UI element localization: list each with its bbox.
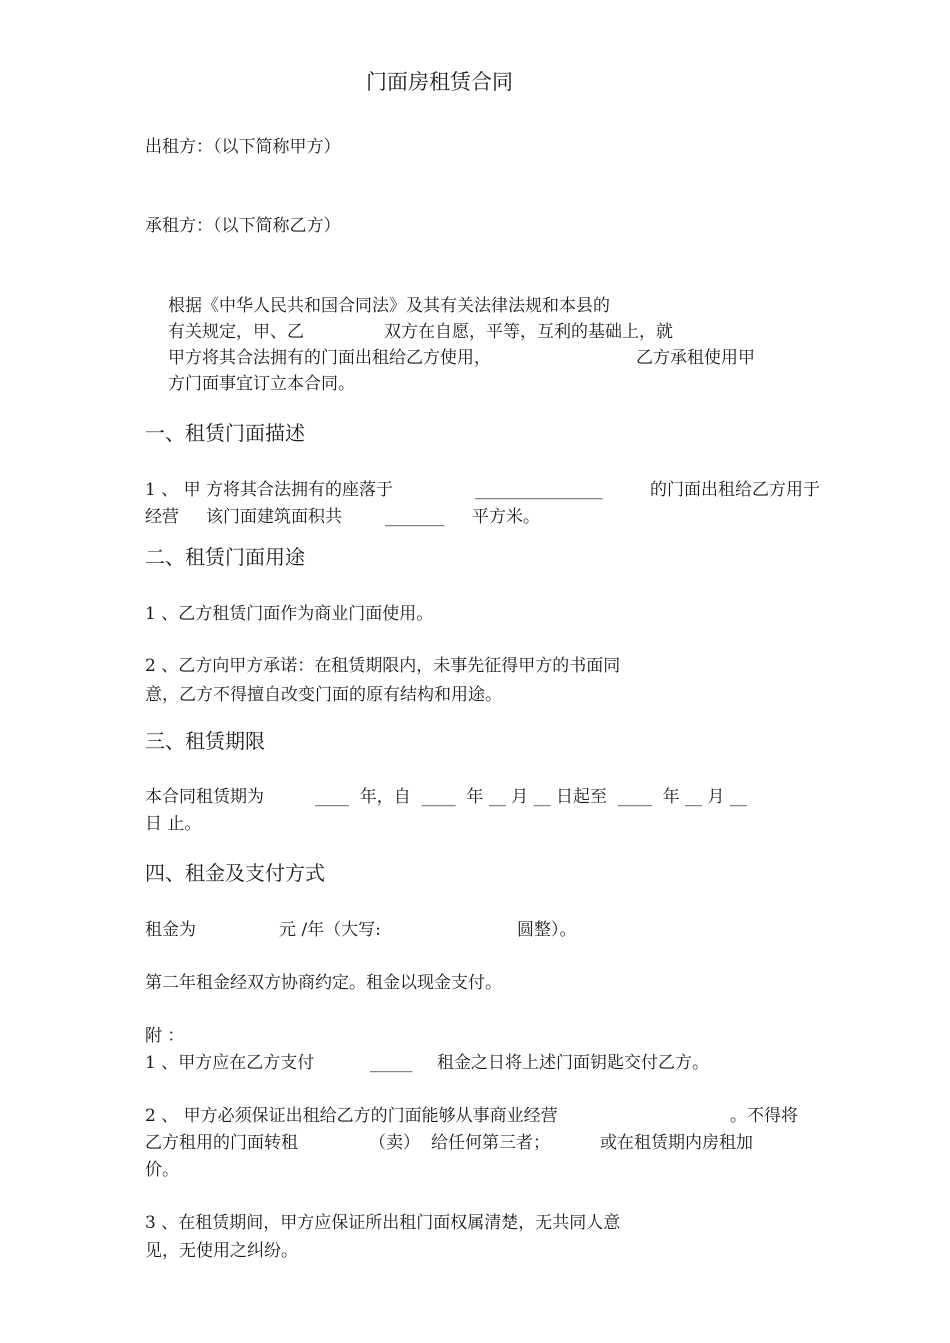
appendix-3-line2: 见，无使用之纠纷。 (145, 1241, 298, 1261)
preamble-line-2b: 双方在自愿，平等，互利的基础上，就 (384, 322, 673, 342)
s1-p1-line2c: 平方米。 (472, 507, 540, 527)
appendix-3-line1: 3 、在租赁期间，甲方应保证所出租门面权属清楚，无共同人意 (145, 1213, 621, 1233)
s2-p2-line2: 意，乙方不得擅自改变门面的原有结构和用途。 (145, 685, 502, 705)
s2-p2-line1: 2 、乙方向甲方承诺：在租赁期限内，未事先征得甲方的书面同 (145, 656, 621, 676)
s1-p1-line1b: 的门面出租给乙方用于 (650, 480, 820, 500)
appendix-label: 附 ： (145, 1026, 185, 1046)
appendix-1c: 租金之日将上述门面钥匙交付乙方。 (437, 1053, 709, 1073)
preamble-line-1: 根据《中华人民共和国合同法》及其有关法律法规和本县的 (168, 296, 610, 316)
s4-rent-a: 租金为 (145, 920, 196, 940)
s4-second-year: 第二年租金经双方协商约定。租金以现金支付。 (145, 973, 502, 993)
contract-title: 门面房租赁合同 (366, 70, 513, 94)
preamble-line-4: 方门面事宜订立本合同。 (168, 374, 355, 394)
preamble-line-3b: 乙方承租使用甲 (636, 348, 755, 368)
s1-area-blank: _______ (385, 507, 445, 527)
section-4-heading: 四、租金及支付方式 (145, 861, 325, 885)
appendix-2-line2d: 或在租赁期内房租加 (600, 1133, 753, 1153)
s3-line2: 日 止。 (145, 814, 202, 834)
preamble-line-2a: 有关规定，甲、乙 (168, 322, 304, 342)
appendix-2-line2c: 给任何第三者； (431, 1133, 550, 1153)
appendix-2-line2b: （卖） (369, 1133, 420, 1153)
appendix-2-line3: 价。 (145, 1160, 179, 1180)
s1-p1-line2a: 经营 (145, 507, 179, 527)
appendix-1a: 1 、甲方应在乙方支付 (145, 1053, 315, 1073)
s1-location-blank: _______________ (475, 480, 603, 500)
lessor-line: 出租方：（以下简称甲方） (145, 137, 341, 157)
section-3-heading: 三、租赁期限 (145, 729, 265, 753)
s4-rent-b: 元 /年（大写: (279, 920, 381, 940)
s1-p1-line2b: 该门面建筑面积共 (206, 507, 342, 527)
section-2-heading: 二、租赁门面用途 (145, 545, 305, 569)
preamble-line-3a: 甲方将其合法拥有的门面出租给乙方使用， (168, 348, 491, 368)
section-1-heading: 一、租赁门面描述 (145, 421, 305, 445)
s2-p1: 1 、乙方租赁门面作为商业门面使用。 (145, 604, 434, 624)
appendix-2-line2a: 乙方租用的门面转租 (145, 1133, 298, 1153)
s3-line1b: ____ 年，自 ____ 年 __ 月 __ 日起至 ____ 年 __ 月 __ (315, 787, 747, 807)
appendix-1-blank: _____ (370, 1053, 413, 1073)
s1-p1-line1a: 1 、 甲 方将其合法拥有的座落于 (145, 480, 394, 500)
lessee-line: 承租方：（以下简称乙方） (145, 216, 341, 236)
s4-rent-c: 圆整）。 (517, 920, 577, 940)
appendix-2-line1a: 2 、 甲方必须保证出租给乙方的门面能够从事商业经营 (145, 1106, 558, 1126)
s3-line1a: 本合同租赁期为 (145, 787, 264, 807)
appendix-2-line1b: 。不得将 (730, 1106, 798, 1126)
